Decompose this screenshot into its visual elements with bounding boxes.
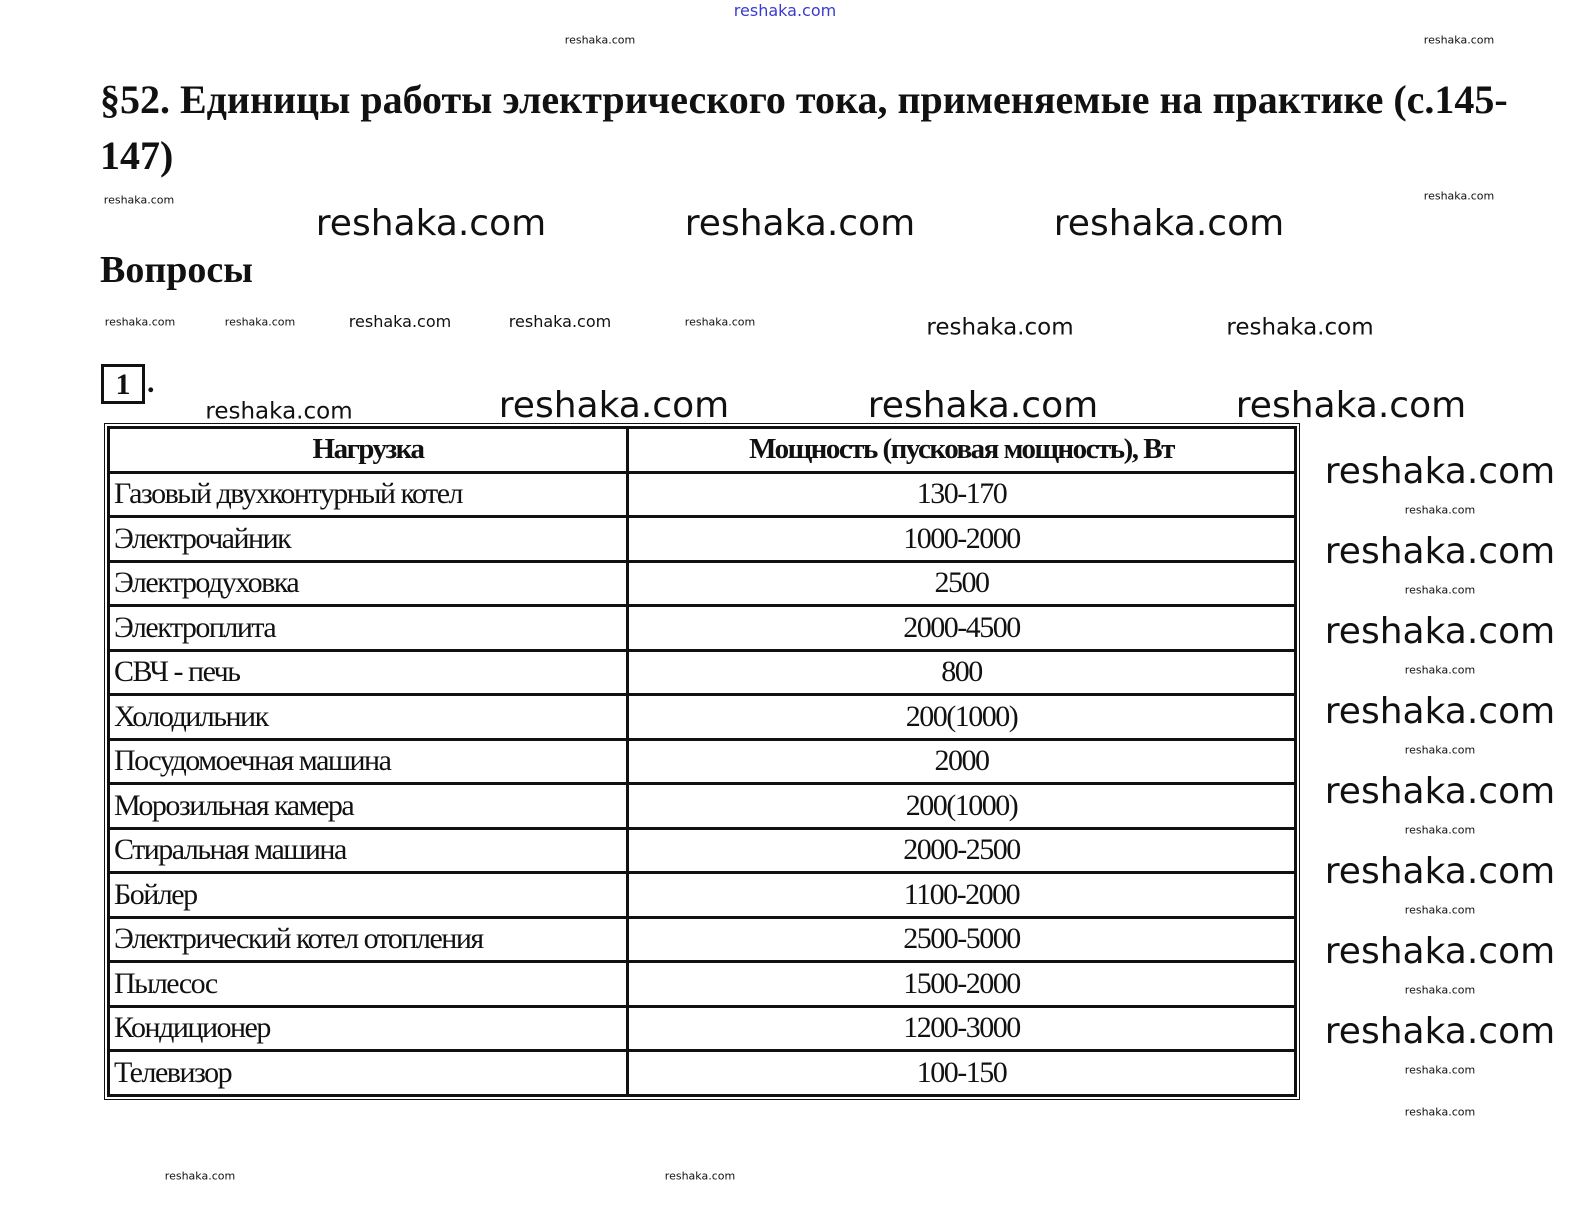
watermark-text: reshaka.com <box>1226 314 1374 341</box>
watermark-text: reshaka.com <box>1324 531 1556 572</box>
load-cell: Газовый двухконтурный котел <box>109 472 628 517</box>
table-row <box>109 1051 1296 1096</box>
load-cell: Электрочайник <box>109 517 628 562</box>
watermark-text: reshaka.com <box>1404 903 1476 917</box>
power-cell: 2000 <box>628 739 1296 784</box>
table-row <box>109 695 1296 740</box>
power-cell: 2500-5000 <box>628 917 1296 962</box>
power-cell: 1000-2000 <box>628 517 1296 562</box>
question-dot: . <box>147 366 155 399</box>
table-header-row <box>109 428 1296 473</box>
power-cell: 2000-4500 <box>628 606 1296 651</box>
watermark-text: reshaka.com <box>1404 1063 1476 1077</box>
power-cell: 100-150 <box>628 1051 1296 1096</box>
power-cell: 200(1000) <box>628 784 1296 829</box>
watermark-text: reshaka.com <box>103 193 175 207</box>
watermark-text: reshaka.com <box>684 315 756 329</box>
watermark-text: reshaka.com <box>508 312 612 331</box>
watermark-text: reshaka.com <box>1324 771 1556 812</box>
header-load: Нагрузка <box>109 428 628 473</box>
power-cell: 2000-2500 <box>628 828 1296 873</box>
watermark-text: reshaka.com <box>498 385 730 426</box>
table-row <box>109 873 1296 918</box>
watermark-text: reshaka.com <box>1324 611 1556 652</box>
load-cell: Пылесос <box>109 962 628 1007</box>
page-title: §52. Единицы работы электрического тока, применяемые на практике (с.145-147) <box>100 77 1508 178</box>
power-cell: 1200-3000 <box>628 1006 1296 1051</box>
watermark-text: reshaka.com <box>1235 385 1467 426</box>
load-cell: Бойлер <box>109 873 628 918</box>
table-row <box>109 650 1296 695</box>
watermark-text: reshaka.com <box>1324 451 1556 492</box>
watermark-text: reshaka.com <box>733 1 837 20</box>
power-cell: 2500 <box>628 561 1296 606</box>
table-row <box>109 962 1296 1007</box>
power-cell: 130-170 <box>628 472 1296 517</box>
watermark-text: reshaka.com <box>1404 503 1476 517</box>
watermark-text: reshaka.com <box>1053 203 1285 244</box>
load-cell: Электроплита <box>109 606 628 651</box>
table-row <box>109 561 1296 606</box>
load-cell: Электрический котел отопления <box>109 917 628 962</box>
watermark-text: reshaka.com <box>1324 931 1556 972</box>
table-row <box>109 1006 1296 1051</box>
load-cell: СВЧ - печь <box>109 650 628 695</box>
watermark-text: reshaka.com <box>1324 691 1556 732</box>
watermark-text: reshaka.com <box>926 314 1074 341</box>
question-number: 1 <box>101 364 145 404</box>
watermark-text: reshaka.com <box>1404 983 1476 997</box>
load-cell: Посудомоечная машина <box>109 739 628 784</box>
watermark-text: reshaka.com <box>1404 663 1476 677</box>
section-heading: Вопросы <box>100 249 253 291</box>
power-cell: 1500-2000 <box>628 962 1296 1007</box>
watermark-text: reshaka.com <box>224 315 296 329</box>
watermark-text: reshaka.com <box>205 398 353 425</box>
power-cell: 1100-2000 <box>628 873 1296 918</box>
load-cell: Телевизор <box>109 1051 628 1096</box>
load-cell: Холодильник <box>109 695 628 740</box>
table-row <box>109 517 1296 562</box>
watermark-text: reshaka.com <box>867 385 1099 426</box>
table-row <box>109 606 1296 651</box>
table-row <box>109 472 1296 517</box>
watermark-text: reshaka.com <box>348 312 452 331</box>
power-cell: 800 <box>628 650 1296 695</box>
table-row <box>109 828 1296 873</box>
power-table <box>107 426 1297 1097</box>
load-cell: Стиральная машина <box>109 828 628 873</box>
load-cell: Кондиционер <box>109 1006 628 1051</box>
watermark-text: reshaka.com <box>164 1169 236 1183</box>
watermark-text: reshaka.com <box>664 1169 736 1183</box>
table-row <box>109 917 1296 962</box>
header-power: Мощность (пусковая мощность), Вт <box>628 428 1296 473</box>
watermark-text: reshaka.com <box>1324 851 1556 892</box>
load-cell: Морозильная камера <box>109 784 628 829</box>
watermark-text: reshaka.com <box>1423 189 1495 203</box>
watermark-text: reshaka.com <box>1404 583 1476 597</box>
watermark-text: reshaka.com <box>1324 1011 1556 1052</box>
watermark-text: reshaka.com <box>684 203 916 244</box>
power-cell: 200(1000) <box>628 695 1296 740</box>
watermark-text: reshaka.com <box>564 33 636 47</box>
watermark-text: reshaka.com <box>1404 743 1476 757</box>
watermark-text: reshaka.com <box>1404 823 1476 837</box>
watermark-text: reshaka.com <box>315 203 547 244</box>
load-cell: Электродуховка <box>109 561 628 606</box>
watermark-text: reshaka.com <box>104 315 176 329</box>
table-row <box>109 739 1296 784</box>
table-row <box>109 784 1296 829</box>
watermark-text: reshaka.com <box>1423 33 1495 47</box>
watermark-text: reshaka.com <box>1404 1105 1476 1119</box>
